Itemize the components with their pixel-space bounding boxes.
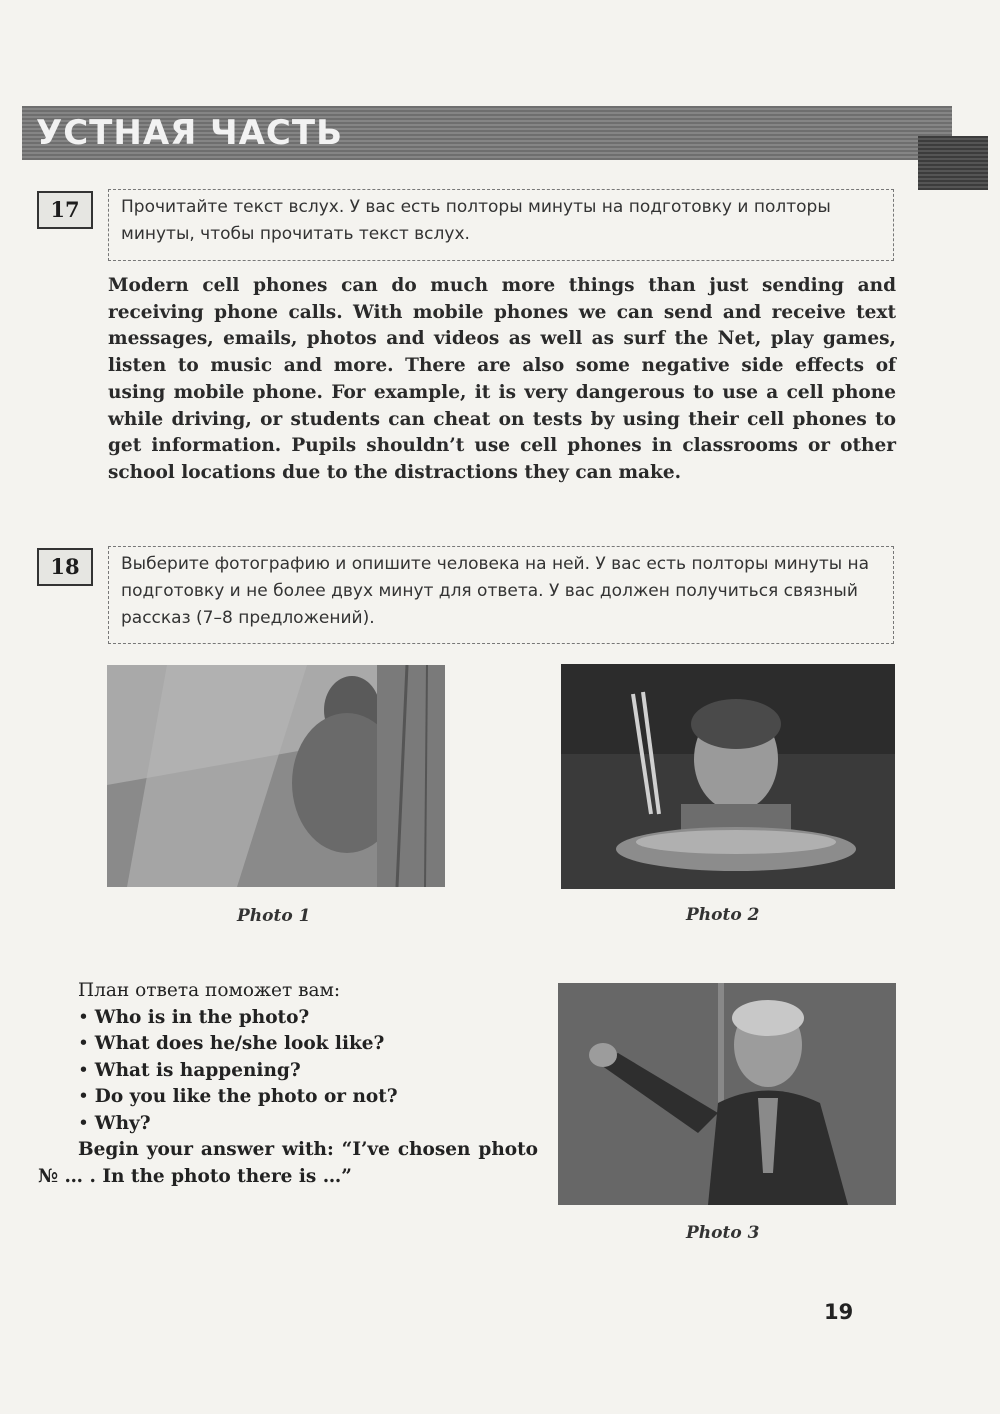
photo-3-caption: Photo 3 [686, 1223, 760, 1243]
answer-plan-begin: Begin your answer with: “I’ve chosen photo № … . In the photo there is …” [38, 1139, 538, 1187]
answer-plan-intro: План ответа поможет вам: [78, 980, 341, 1001]
task-17-instruction: Прочитайте текст вслух. У вас есть полторы минуты на подготовку и полторы минуты, чтобы прочитать текст вслух. [108, 189, 894, 261]
answer-plan-item: • Do you like the photo or not? [78, 1084, 538, 1111]
answer-plan-item: • What is happening? [78, 1058, 538, 1085]
section-header-tab [918, 136, 988, 190]
page-number: 19 [824, 1300, 854, 1324]
answer-plan-list [38, 1005, 538, 1138]
answer-plan-item: • Who is in the photo? [78, 1005, 538, 1032]
task-17-number: 17 [37, 191, 93, 229]
photo-3 [558, 983, 896, 1205]
task-18-instruction: Выберите фотографию и опишите человека на ней. У вас есть полторы минуты на подготовку и не более двух минут для ответа. У вас должен получиться связный рассказ (7–8 предложений). [108, 546, 894, 644]
answer-plan-item: • What does he/she look like? [78, 1031, 538, 1058]
photo-3-image [558, 983, 896, 1205]
answer-plan [38, 978, 538, 1190]
photo-1-caption: Photo 1 [237, 906, 311, 926]
photo-2-image [561, 664, 895, 889]
photo-2-caption: Photo 2 [686, 905, 760, 925]
photo-1 [107, 665, 445, 887]
task-17-reading-text: Modern cell phones can do much more things than just sending and receiving phone calls. With mobile phones we can send and receive text messages, emails, photos and videos as well as surf the Net, play games, listen to music and more. There are also some negative side effects of using mobile phone. For example, it is very dangerous to use a cell phone while driving, or students can cheat on tests by using their cell phones to get information. Pupils shouldn’t use cell phones in classrooms or other school locations due to the distractions they can make. [108, 275, 896, 483]
answer-plan-item: • Why? [78, 1111, 538, 1138]
photo-2 [561, 664, 895, 889]
task-18-number: 18 [37, 548, 93, 586]
photo-1-image [107, 665, 445, 887]
section-title: УСТНАЯ ЧАСТЬ [36, 113, 343, 153]
